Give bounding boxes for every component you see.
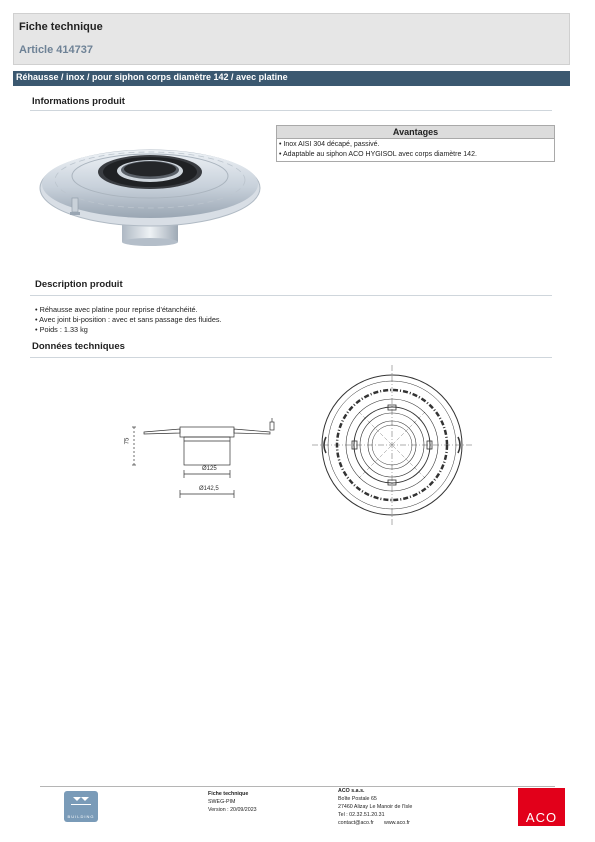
advantage-item: • Inox AISI 304 décapé, passivé. [279,141,380,148]
description-item: • Réhausse avec platine pour reprise d'étanchéité. [35,305,198,314]
height-dimension-label: 75 [124,437,131,445]
section-title-info: Informations produit [32,96,125,107]
section-divider [30,357,552,358]
inner-diameter-label: Ø125 [202,466,217,472]
brand-wordmark: ACO [525,810,558,825]
footer-company: ACO s.a.s. [338,788,365,794]
section-title-technical: Données techniques [32,341,125,352]
footer-version: Version : 20/09/2023 [208,807,257,813]
document-title: Fiche technique [19,21,103,33]
footer-website[interactable]: www.aco.fr [384,820,410,826]
drain-icon [64,791,98,813]
section-title-description: Description produit [35,279,123,290]
description-item: • Poids : 1.33 kg [35,325,88,334]
section-divider [30,295,552,296]
advantages-title: Avantages [277,126,554,138]
product-image [30,140,275,250]
aco-building-logo [64,791,98,822]
footer-email[interactable]: contact@aco.fr [338,820,374,826]
article-number: Article 414737 [19,44,93,56]
description-item: • Avec joint bi-position : avec et sans passage des fluides. [35,315,222,324]
advantages-divider [277,138,554,139]
aco-brand-logo [518,788,565,826]
footer-po-box: Boîte Postale 65 [338,796,377,802]
footer-doc-type: Fiche technique [208,791,249,797]
footer-phone: Tel : 02.32.51.20.31 [338,812,385,818]
outer-diameter-label: Ø142,5 [199,486,219,492]
footer-doc-ref: SWEG-PIM [208,799,236,805]
footer-divider [40,786,555,787]
footer-address: 27460 Alizay Le Manoir de l'Isle [338,804,413,810]
advantage-item: • Adaptable au siphon ACO HYGISOL avec corps diamètre 142. [279,151,477,158]
section-divider [30,110,552,111]
product-banner-text: Réhausse / inox / pour siphon corps diamètre 142 / avec platine [16,72,288,82]
top-view-drawing [312,365,472,525]
logo-caption: BUILDING [67,814,95,819]
